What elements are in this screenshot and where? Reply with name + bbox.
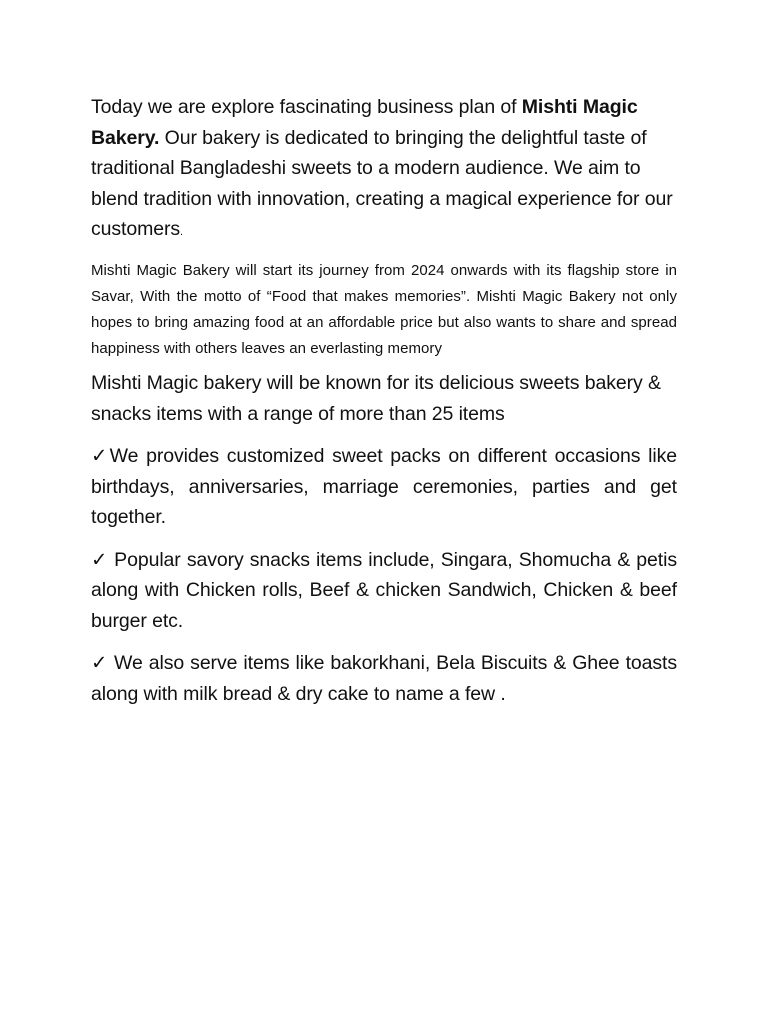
checklist-item-savory-snacks: ✓ Popular savory snacks items include, Singara, Shomucha & petis along with Chicken rolls, Beef & chicken Sandwich, Chicken & beef burger etc. <box>91 548 677 632</box>
known-for-paragraph: Mishti Magic bakery will be known for its delicious sweets bakery & snacks items with a range of more than 25 items <box>91 372 661 425</box>
intro-end-mark: . <box>180 226 184 238</box>
journey-paragraph: Mishti Magic Bakery will start its journey from 2024 onwards with its flagship store in Savar, With the motto of “Food that makes memories”. Mishti Magic Bakery not only hopes to bring amazing food at an affordable price but also wants to share and spread happiness with others leaves an everlasting memory <box>91 261 677 358</box>
bakery-name-period: . <box>154 126 160 149</box>
bakery-name: Mishti Magic Bakery <box>91 96 638 149</box>
checklist-item-other-items: ✓ We also serve items like bakorkhani, Bela Biscuits & Ghee toasts along with milk bread & dry cake to name a few . <box>91 652 677 705</box>
intro-text-start: Today we are explore fascinating business plan of <box>91 96 522 118</box>
document-body <box>91 92 677 709</box>
intro-text-rest: Our bakery is dedicated to bringing the delightful taste of traditional Bangladeshi sweets to a modern audience. We aim to blend tradition with innovation, creating a magical experience for our customers <box>91 126 673 240</box>
checklist-item-sweet-packs: ✓We provides customized sweet packs on different occasions like birthdays, anniversaries, marriage ceremonies, parties and get together. <box>91 445 677 529</box>
intro-paragraph <box>91 92 677 248</box>
